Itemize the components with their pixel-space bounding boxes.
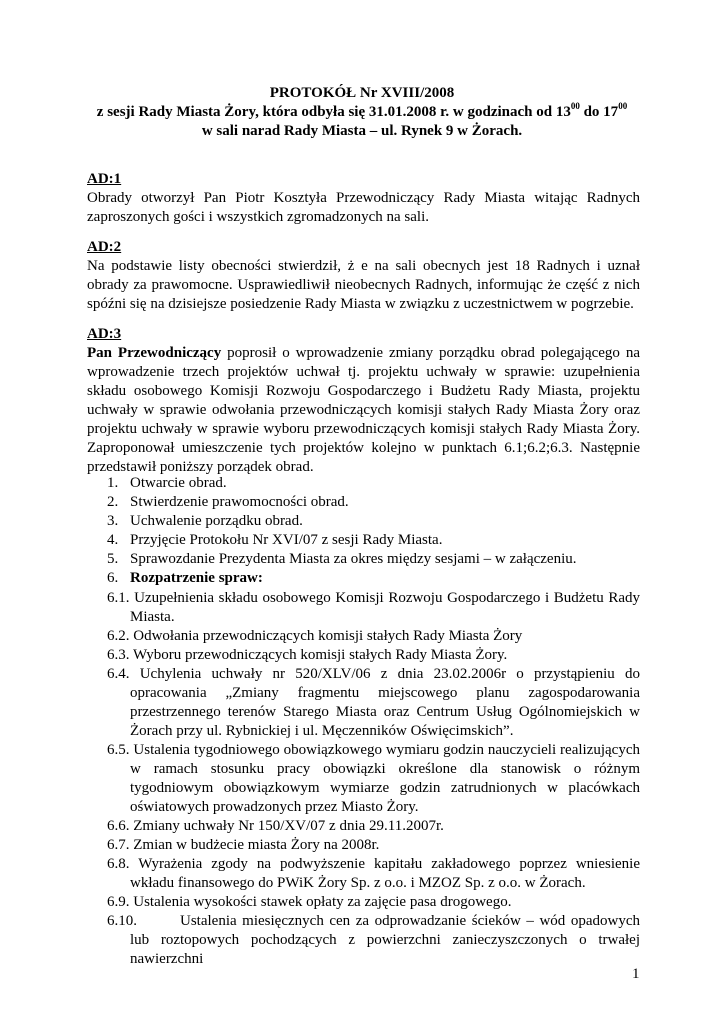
subitem-text: Ustalenia tygodniowego obowiązkowego wymiaru godzin nauczycieli realizujących w ramach stosunku pracy obowiązki określone dla stanowisk o różnym tygodniowym obowiązkowym wymiarze godzin zatrudnionych w placówkach oświatowych prowadzonych przez Miasto Żory. xyxy=(130,742,640,815)
subitem-num: 6.9. xyxy=(107,894,130,910)
agenda-text: Rozpatrzenie spraw: xyxy=(130,570,263,586)
subitem xyxy=(107,893,640,912)
agenda-text: Sprawozdanie Prezydenta Miasta za okres między sesjami – w załączeniu. xyxy=(130,551,577,567)
agenda-list xyxy=(107,474,647,588)
subitem xyxy=(107,855,640,893)
subitems-list xyxy=(107,589,640,969)
subitem-num: 6.2. xyxy=(107,628,130,644)
ad3-text xyxy=(87,344,640,477)
subitem-text: Odwołania przewodniczących komisji stałych Rady Miasta Żory xyxy=(133,628,523,644)
ad2-text: Na podstawie listy obecności stwierdził, ż e na sali obecnych jest 18 Radnych i uznał obrady za prawomocne. Usprawiedliwił nieobecnych Radnych, informując że część z nich spóźni się na dzisiejsze posiedzenie Rady Miasta w związku z uczestnictwem w pogrzebie. xyxy=(87,258,640,312)
agenda-num: 1. xyxy=(107,475,119,491)
subitem-num: 6.10. xyxy=(107,913,137,929)
agenda-item xyxy=(107,474,647,493)
document-title: PROTOKÓŁ Nr XVIII/2008 xyxy=(269,85,455,101)
subitem-text: Uchylenia uchwały nr 520/XLV/06 z dnia 23.02.2006r o przystąpieniu do opracowania „Zmiany fragmentu miejscowego planu zagospodarowania przestrzennego terenów Starego Miasta oraz Centrum Usług Ogólnomiejskich w Żorach przy ul. Rybnickiej i ul. Męczenników Oświęcimskich”. xyxy=(130,666,640,739)
session-subtitle xyxy=(0,103,724,122)
subitem xyxy=(107,836,640,855)
subitem xyxy=(107,589,640,627)
subitem-text: Wyrażenia zgody na podwyższenie kapitału zakładowego poprzez wniesienie wkładu finansowego do PWiK Żory Sp. z o.o. i MZOZ Sp. z o.o. w Żorach. xyxy=(130,856,640,891)
session-location: w sali narad Rady Miasta – ul. Rynek 9 w Żorach. xyxy=(201,123,523,139)
subitem xyxy=(107,817,640,836)
subitem-text: Ustalenia wysokości stawek opłaty za zajęcie pasa drogowego. xyxy=(133,894,512,910)
subtitle-text-b: do 17 xyxy=(579,104,619,120)
subitem xyxy=(107,646,640,665)
ad3-heading: AD:3 xyxy=(87,326,122,342)
subitem xyxy=(107,912,640,969)
subitem-num: 6.1. xyxy=(107,590,130,606)
subitem-text: Zmiany uchwały Nr 150/XV/07 z dnia 29.11.2007r. xyxy=(133,818,444,834)
page-number: 1 xyxy=(632,966,640,982)
subitem-num: 6.4. xyxy=(107,666,130,682)
ad2-heading: AD:2 xyxy=(87,239,122,255)
subitem-text: Ustalenia miesięcznych cen za odprowadzanie ścieków – wód opadowych lub roztopowych pochodzących z powierzchni zanieczyszczonych o trwałej nawierzchni xyxy=(130,913,640,967)
agenda-item xyxy=(107,531,647,550)
ad1-heading: AD:1 xyxy=(87,171,122,187)
ad3-body: poprosił o wprowadzenie zmiany porządku obrad polegającego na wprowadzenie trzech projektów uchwał tj. projektu uchwały w sprawie: uzupełnienia składu osobowego Komisji Rozwoju Gospodarczego i Budżetu Rady Miasta, projektu uchwały w sprawie odwołania przewodniczących komisji stałych Rady Miasta Żory oraz projektu uchwały w sprawie wyboru przewodniczących komisji stałych Rady Miasta Żory. Zaproponował umieszczenie tych projektów kolejno w punktach 6.1;6.2;6.3. Następnie przedstawił poniższy porządek obrad. xyxy=(87,345,640,475)
agenda-num: 6. xyxy=(107,570,119,586)
ad3-lead-bold: Pan Przewodniczący xyxy=(87,345,222,361)
agenda-item xyxy=(107,493,647,512)
agenda-num: 4. xyxy=(107,532,119,548)
subtitle-sup-2: 00 xyxy=(618,101,628,111)
agenda-text: Przyjęcie Protokołu Nr XVI/07 z sesji Rady Miasta. xyxy=(130,532,443,548)
subitem-text: Wyboru przewodniczących komisji stałych Rady Miasta Żory. xyxy=(132,647,508,663)
agenda-text: Stwierdzenie prawomocności obrad. xyxy=(130,494,349,510)
subitem-text: Uzupełnienia składu osobowego Komisji Rozwoju Gospodarczego i Budżetu Rady Miasta. xyxy=(130,590,641,625)
agenda-item xyxy=(107,512,647,531)
subitem-num: 6.6. xyxy=(107,818,130,834)
subitem-num: 6.8. xyxy=(107,856,130,872)
subitem xyxy=(107,627,640,646)
subitem-text: Zmian w budżecie miasta Żory na 2008r. xyxy=(133,837,380,853)
subtitle-text-a: z sesji Rady Miasta Żory, która odbyła się 31.01.2008 r. w godzinach od 13 xyxy=(96,104,571,120)
agenda-num: 2. xyxy=(107,494,119,510)
agenda-item xyxy=(107,569,647,588)
subtitle-sup-1: 00 xyxy=(570,101,580,111)
subitem-num: 6.5. xyxy=(107,742,130,758)
ad1-text: Obrady otworzył Pan Piotr Kosztyła Przewodniczący Rady Miasta witając Radnych zaproszonych gości i wszystkich zgromadzonych na sali. xyxy=(87,190,640,225)
subitem xyxy=(107,665,640,741)
subitem-num: 6.3. xyxy=(107,647,130,663)
agenda-num: 5. xyxy=(107,551,119,567)
subitem xyxy=(107,741,640,817)
agenda-num: 3. xyxy=(107,513,119,529)
agenda-text: Uchwalenie porządku obrad. xyxy=(130,513,303,529)
agenda-item xyxy=(107,550,647,569)
subitem-num: 6.7. xyxy=(107,837,130,853)
agenda-text: Otwarcie obrad. xyxy=(130,475,227,491)
